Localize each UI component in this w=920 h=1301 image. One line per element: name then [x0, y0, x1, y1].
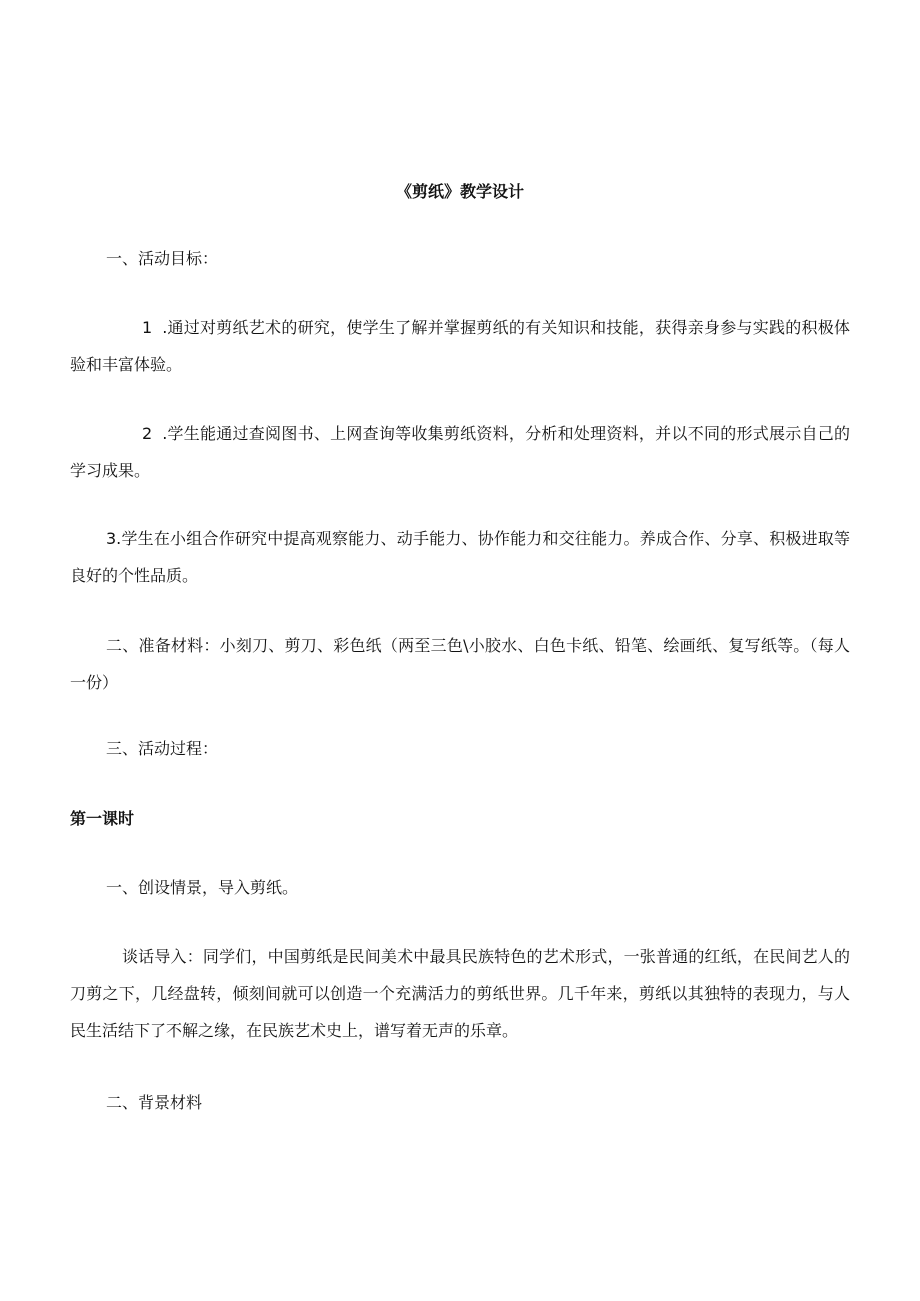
goal-number: 1 [142, 318, 153, 337]
section-heading-goals: 一、活动目标： [106, 249, 219, 268]
lesson-heading: 第一课时 [70, 809, 135, 828]
step-heading-2: 二、背景材料 [106, 1093, 203, 1112]
goal-paragraph-1 [70, 309, 850, 383]
step-heading-1: 一、创设情景，导入剪纸。 [106, 878, 299, 897]
intro-paragraph: 谈话导入：同学们，中国剪纸是民间美术中最具民族特色的艺术形式，一张普通的红纸，在民间艺人的刀剪之下，几经盘转，倾刻间就可以创造一个充满活力的剪纸世界。几千年来，剪纸以其独特的表现力，与人民生活结下了不解之缘，在民族艺术史上，谱写着无声的乐章。 [70, 947, 850, 1040]
goal-text: .学生能通过查阅图书、上网查询等收集剪纸资料，分析和处理资料，并以不同的形式展示自己的学习成果。 [70, 424, 850, 480]
materials-paragraph: 二、准备材料：小刻刀、剪刀、彩色纸（两至三色\小胶水、白色卡纸、铅笔、绘画纸、复写纸等。（每人一份） [70, 636, 850, 692]
document-title: 《剪纸》教学设计 [395, 182, 524, 201]
goal-number: 2 [142, 424, 153, 443]
goal-paragraph-3: 3.学生在小组合作研究中提高观察能力、动手能力、协作能力和交往能力。养成合作、分享、积极进取等良好的个性品质。 [70, 529, 850, 585]
goal-paragraph-2 [70, 415, 850, 489]
section-heading-process: 三、活动过程： [106, 739, 219, 758]
goal-text: .通过对剪纸艺术的研究，使学生了解并掌握剪纸的有关知识和技能，获得亲身参与实践的积极体验和丰富体验。 [70, 318, 850, 374]
